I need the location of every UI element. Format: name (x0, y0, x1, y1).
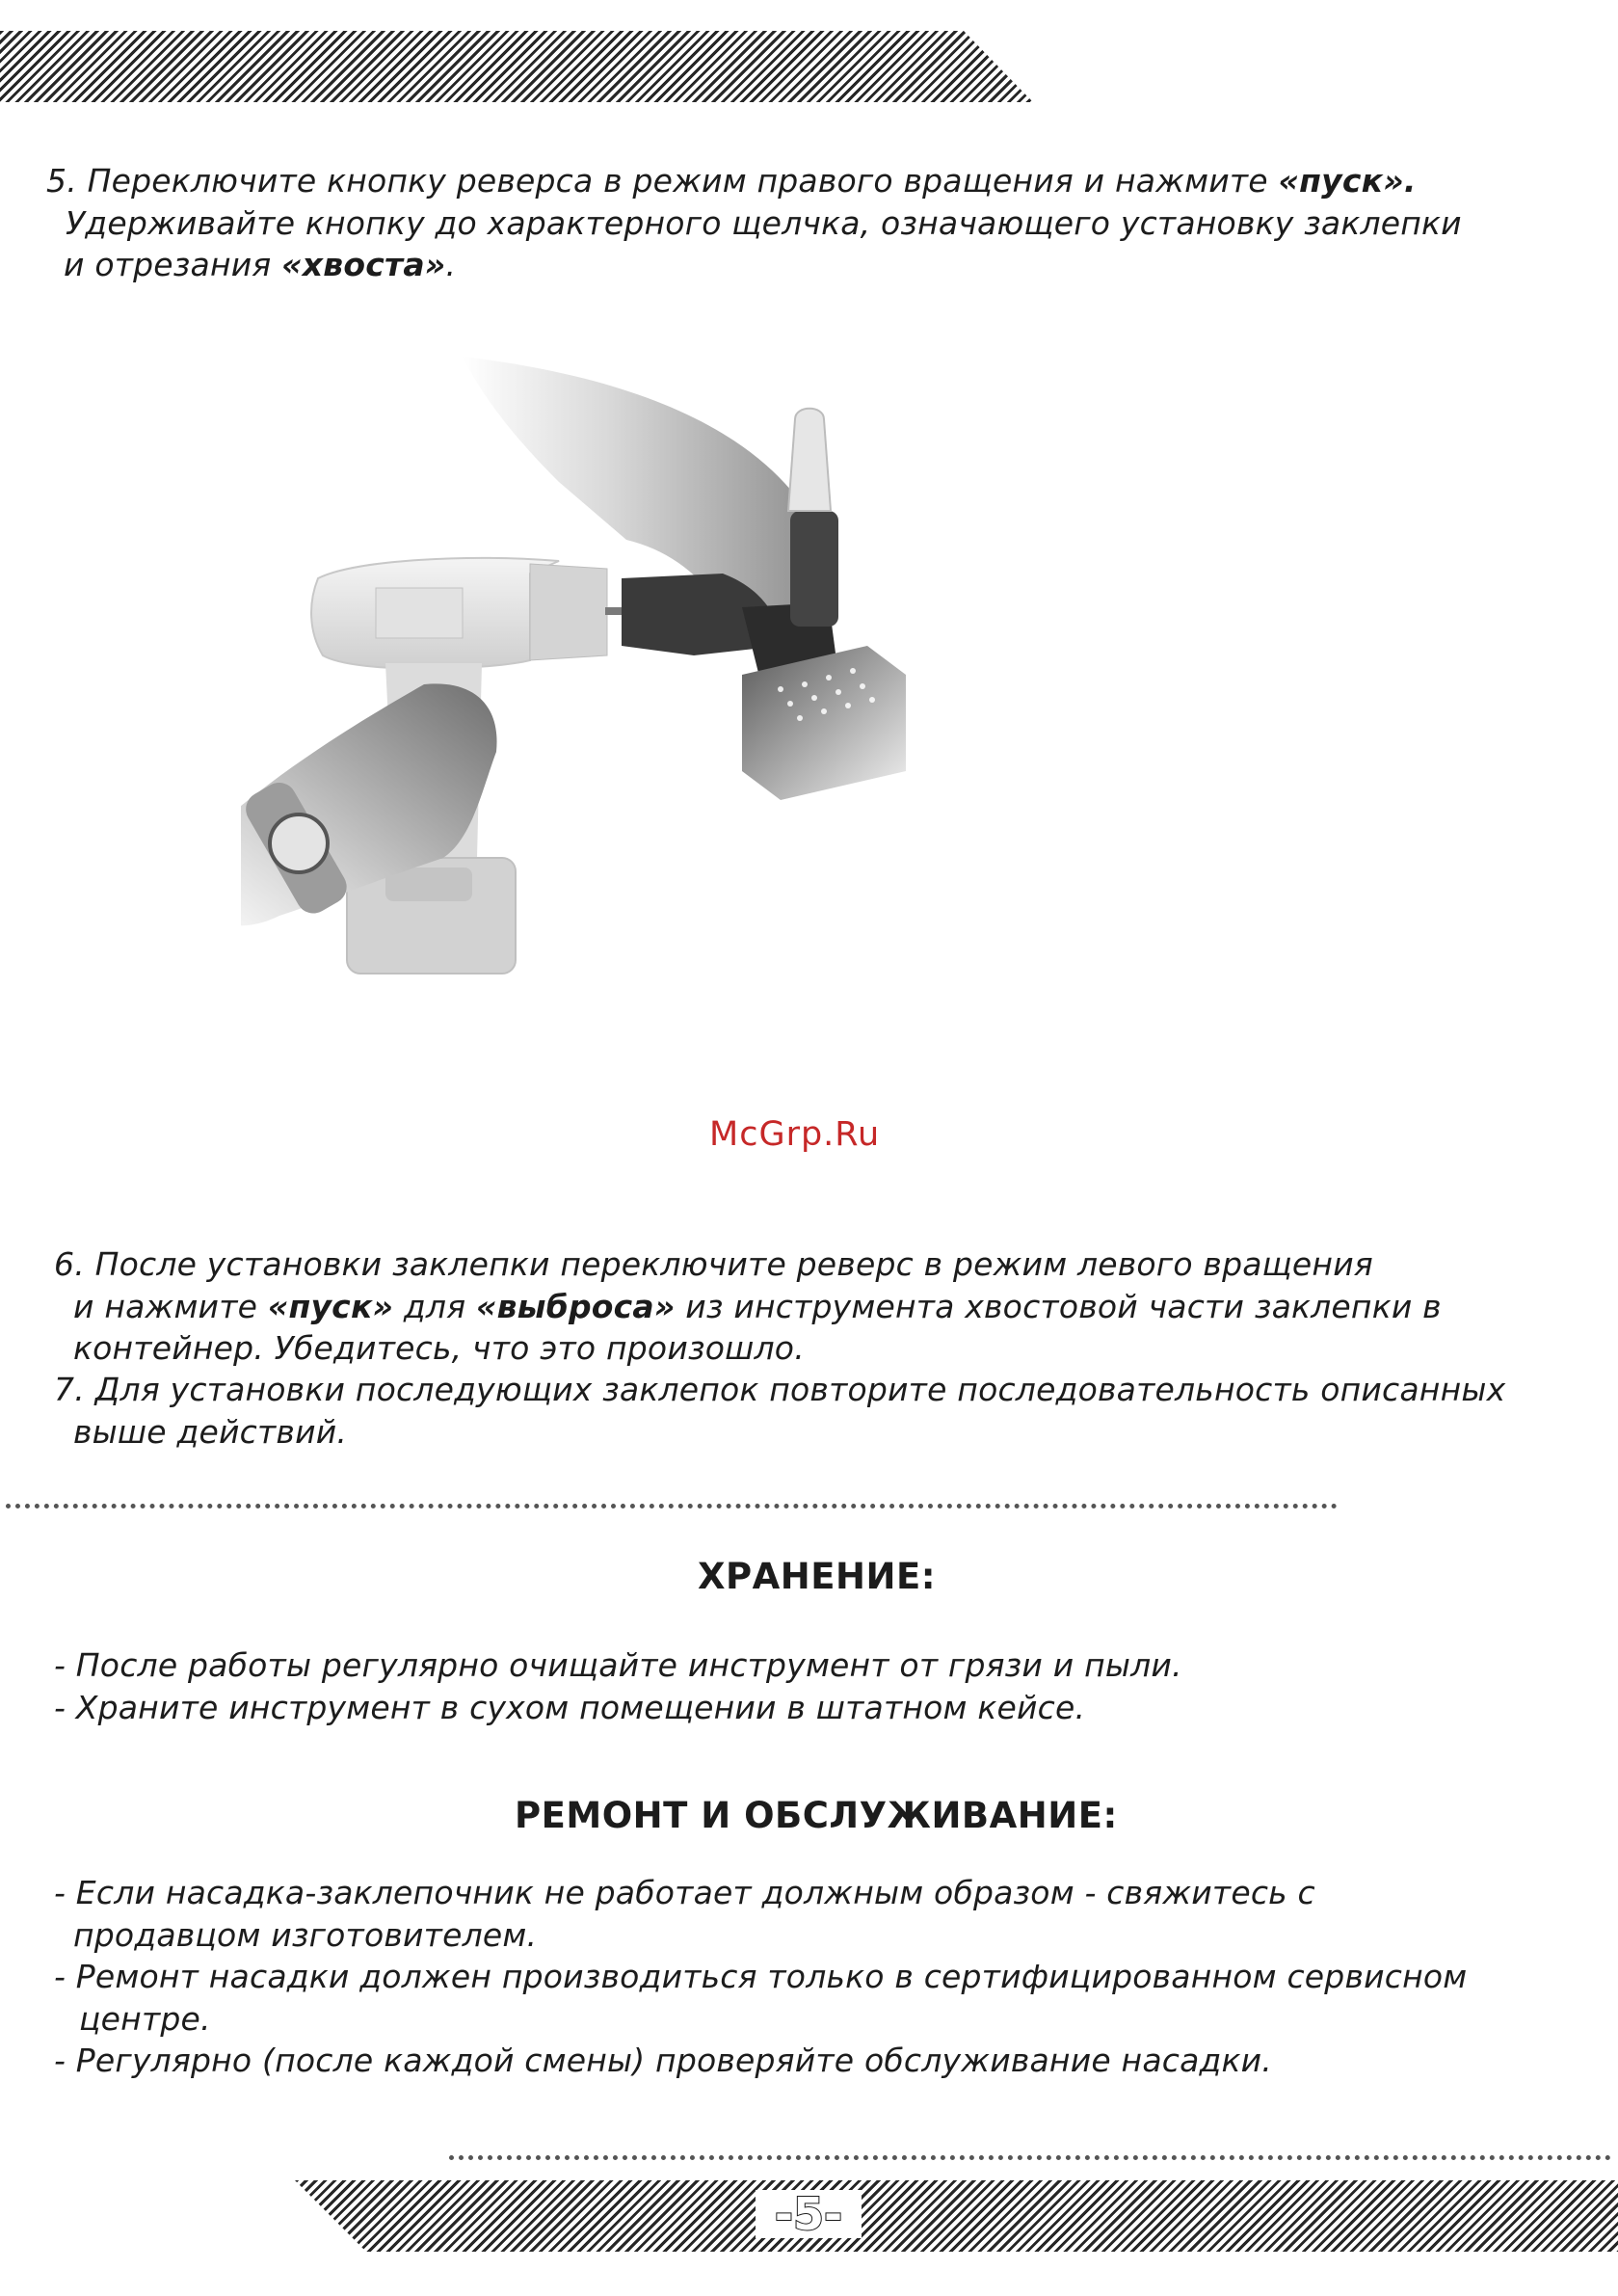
storage-item: - Храните инструмент в сухом помещении в штатном кейсе. (54, 1688, 1086, 1726)
dotted-divider (6, 1504, 1338, 1508)
repair-line: продавцом изготовителем. (73, 1915, 538, 1954)
step-6-text: 6. После установки заклепки переключите реверс в режим левого вращения и нажмите «пуск» для «выброса» из инструмента хвостовой части заклепки в контейнер. Убедитесь, что это произошло. (54, 1245, 1442, 1367)
repair-line: - Если насадка-заклепочник не работает должным образом - свяжитесь с (54, 1874, 1315, 1911)
rivet-gun-on-drill-photo (241, 357, 1378, 1108)
watermark: McGrp.Ru (709, 1115, 881, 1154)
step-7-text: 7. Для установки последующих заклепок повторите последовательность описанных выше действий. (54, 1371, 1506, 1451)
top-hatched-banner (0, 31, 1033, 102)
repair-list (54, 1872, 1467, 2082)
repair-line: центре. (79, 1999, 211, 2038)
repair-line: - Регулярно (после каждой смены) проверяйте обслуживание насадки. (54, 2042, 1272, 2079)
dotted-footer-line (449, 2155, 1611, 2160)
repair-heading: РЕМОНТ И ОБСЛУЖИВАНИЕ: (515, 1795, 1118, 1836)
repair-line: - Ремонт насадки должен производиться только в сертифицированном сервисном (54, 1958, 1468, 1995)
step-5-text: 5. Переключите кнопку реверса в режим правого вращения и нажмите «пуск». Удерживайте кнопку до характерного щелчка, означающего установку заклепки и отрезания «хвоста». (46, 162, 1462, 283)
page-number: -5- (756, 2190, 862, 2238)
storage-list (54, 1644, 1182, 1728)
bottom-hatched-banner (295, 2180, 1618, 2252)
storage-heading: ХРАНЕНИЕ: (698, 1556, 937, 1597)
storage-item: - После работы регулярно очищайте инструмент от грязи и пыли. (54, 1646, 1182, 1684)
